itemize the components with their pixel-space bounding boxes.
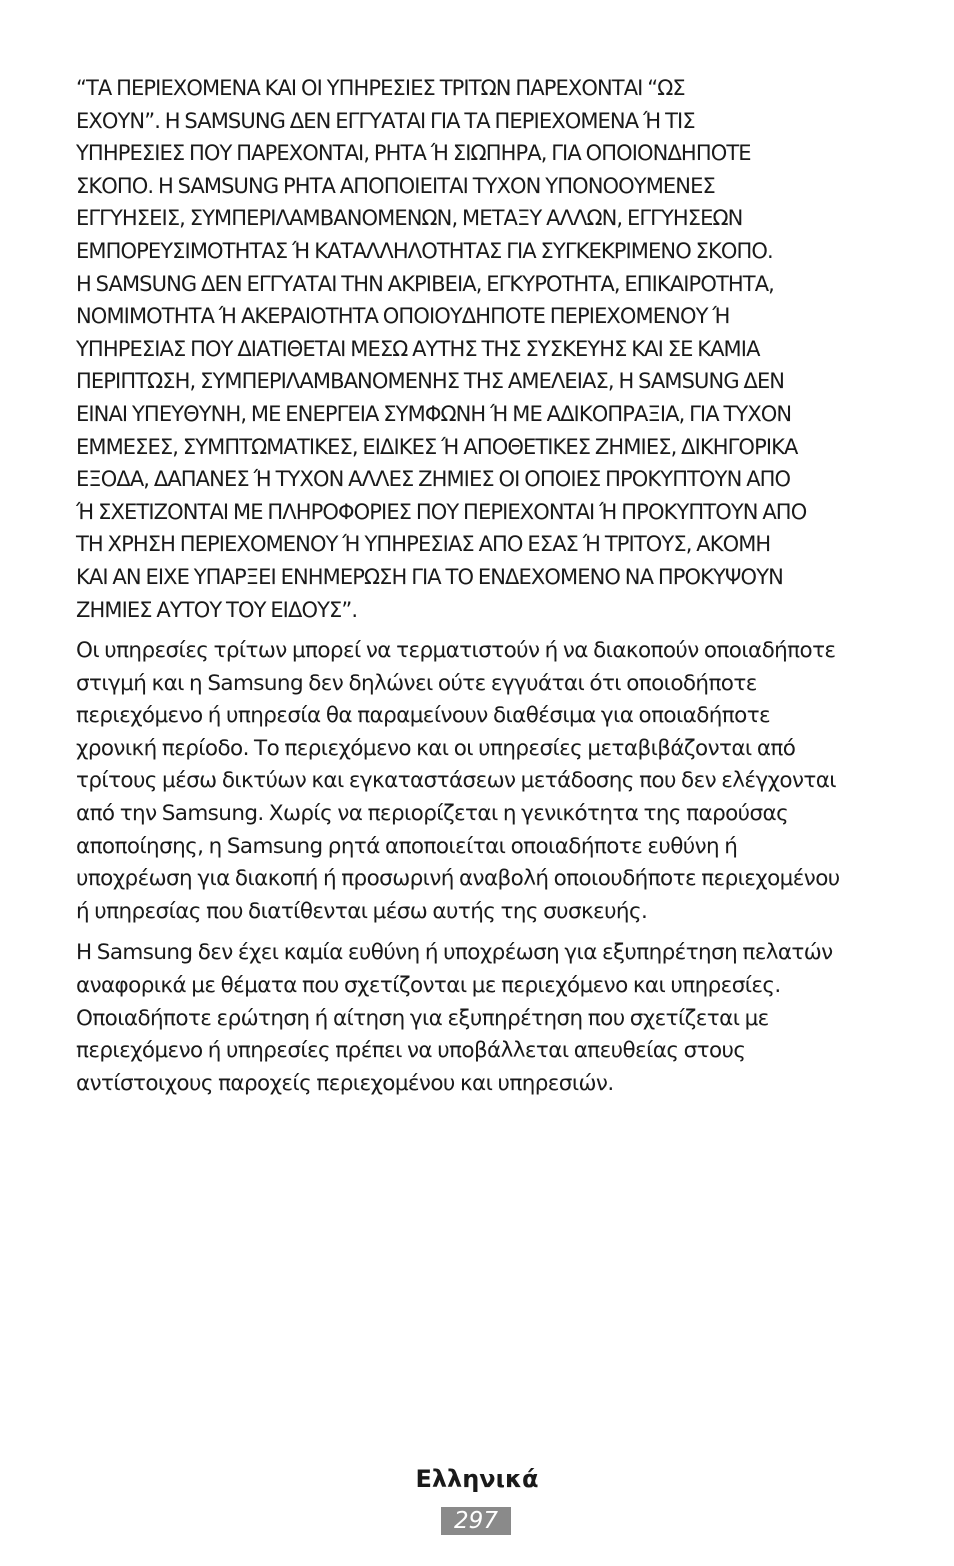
page-number: 297 (454, 1508, 498, 1534)
customer-service-paragraph: Η Samsung δεν έχει καμία ευθύνη ή υποχρέωση για εξυπηρέτηση πελατών αναφορικά με θέματα που σχετίζονται με περιεχόμενο και υπηρεσίες. Οποιαδήποτε ερώτηση ή αίτηση για εξυπηρέτηση που σχετίζεται με περιεχόμενο ή υπηρεσίες πρέπει να υποβάλλεται απευθείας στους αντίστοιχους παροχείς περιεχομένου και υπηρεσιών. (76, 940, 833, 1096)
page-number-badge (441, 1507, 511, 1535)
disclaimer-paragraph-caps: “ΤΑ ΠΕΡΙΕΧΟΜΕΝΑ ΚΑΙ ΟΙ ΥΠΗΡΕΣΙΕΣ ΤΡΙΤΩΝ ΠΑΡΕΧΟΝΤΑΙ “ΩΣ ΕΧΟΥΝ”. Η SAMSUNG ΔΕΝ ΕΓΓΥΑΤΑΙ ΓΙΑ ΤΑ ΠΕΡΙΕΧΟΜΕΝΑ Ή ΤΙΣ ΥΠΗΡΕΣΙΕΣ ΠΟΥ ΠΑΡΕΧΟΝΤΑΙ, ΡΗΤΑ Ή ΣΙΩΠΗΡΑ, ΓΙΑ ΟΠΟΙΟΝΔΗΠΟΤΕ ΣΚΟΠΟ. Η SAMSUNG ΡΗΤΑ ΑΠΟΠΟΙΕΙΤΑΙ ΤΥΧΟΝ ΥΠΟΝΟΟΥΜΕΝΕΣ ΕΓΓΥΗΣΕΙΣ, ΣΥΜΠΕΡΙΛΑΜΒΑΝΟΜΕΝΩΝ, ΜΕΤΑΞΥ ΑΛΛΩΝ, ΕΓΓΥΗΣΕΩΝ ΕΜΠΟΡΕΥΣΙΜΟΤΗΤΑΣ Ή ΚΑΤΑΛΛΗΛΟΤΗΤΑΣ ΓΙΑ ΣΥΓΚΕΚΡΙΜΕΝΟ ΣΚΟΠΟ. Η SAMSUNG ΔΕΝ ΕΓΓΥΑΤΑΙ ΤΗΝ ΑΚΡΙΒΕΙΑ, ΕΓΚΥΡΟΤΗΤΑ, ΕΠΙΚΑΙΡΟΤΗΤΑ, ΝΟΜΙΜΟΤΗΤΑ Ή ΑΚΕΡΑΙΟΤΗΤΑ ΟΠΟΙΟΥΔΗΠΟΤΕ ΠΕΡΙΕΧΟΜΕΝΟΥ Ή ΥΠΗΡΕΣΙΑΣ ΠΟΥ ΔΙΑΤΙΘΕΤΑΙ ΜΕΣΩ ΑΥΤΗΣ ΤΗΣ ΣΥΣΚΕΥΗΣ ΚΑΙ ΣΕ ΚΑΜΙΑ ΠΕΡΙΠΤΩΣΗ, ΣΥΜΠΕΡΙΛΑΜΒΑΝΟΜΕΝΗΣ ΤΗΣ ΑΜΕΛΕΙΑΣ, Η SAMSUNG ΔΕΝ ΕΙΝΑΙ ΥΠΕΥΘΥΝΗ, ΜΕ ΕΝΕΡΓΕΙΑ ΣΥΜΦΩΝΗ Ή ΜΕ ΑΔΙΚΟΠΡΑΞΙΑ, ΓΙΑ ΤΥΧΟΝ ΕΜΜΕΣΕΣ, ΣΥΜΠΤΩΜΑΤΙΚΕΣ, ΕΙΔΙΚΕΣ Ή ΑΠΟΘΕΤΙΚΕΣ ΖΗΜΙΕΣ, ΔΙΚΗΓΟΡΙΚΑ ΕΞΟΔΑ, ΔΑΠΑΝΕΣ Ή ΤΥΧΟΝ ΑΛΛΕΣ ΖΗΜΙΕΣ ΟΙ ΟΠΟΙΕΣ ΠΡΟΚΥΠΤΟΥΝ ΑΠΟ Ή ΣΧΕΤΙΖΟΝΤΑΙ ΜΕ ΠΛΗΡΟΦΟΡΙΕΣ ΠΟΥ ΠΕΡΙΕΧΟΝΤΑΙ Ή ΠΡΟΚΥΠΤΟΥΝ ΑΠΟ ΤΗ ΧΡΗΣΗ ΠΕΡΙΕΧΟΜΕΝΟΥ Ή ΥΠΗΡΕΣΙΑΣ ΑΠΟ ΕΣΑΣ Ή ΤΡΙΤΟΥΣ, ΑΚΟΜΗ ΚΑΙ ΑΝ ΕΙΧΕ ΥΠΑΡΞΕΙ ΕΝΗΜΕΡΩΣΗ ΓΙΑ ΤΟ ΕΝΔΕΧΟΜΕΝΟ ΝΑ ΠΡΟΚΥΨΟΥΝ ΖΗΜΙΕΣ ΑΥΤΟΥ ΤΟΥ ΕΙΔΟΥΣ”. (76, 76, 807, 622)
document-body (76, 72, 880, 1100)
third-party-services-paragraph: Οι υπηρεσίες τρίτων μπορεί να τερματιστούν ή να διακοπούν οποιαδήποτε στιγμή και η Samsung δεν δηλώνει ούτε εγγυάται ότι οποιοδήποτε περιεχόμενο ή υπηρεσία θα παραμείνουν διαθέσιμα για οποιαδήποτε χρονική περίοδο. Το περιεχόμενο και οι υπηρεσίες μεταβιβάζονται από τρίτους μέσω δικτύων και εγκαταστάσεων μετάδοσης που δεν ελέγχονται από την Samsung. Χωρίς να περιορίζεται η γενικότητα της παρούσας αποποίησης, η Samsung ρητά αποποιείται οποιαδήποτε ευθύνη ή υποχρέωση για διακοπή ή προσωρινή αναβολή οποιουδήποτε περιεχομένου ή υπηρεσίας που διατίθενται μέσω αυτής της συσκευής. (76, 638, 840, 924)
footer-language-label: Ελληνικά (415, 1465, 539, 1493)
